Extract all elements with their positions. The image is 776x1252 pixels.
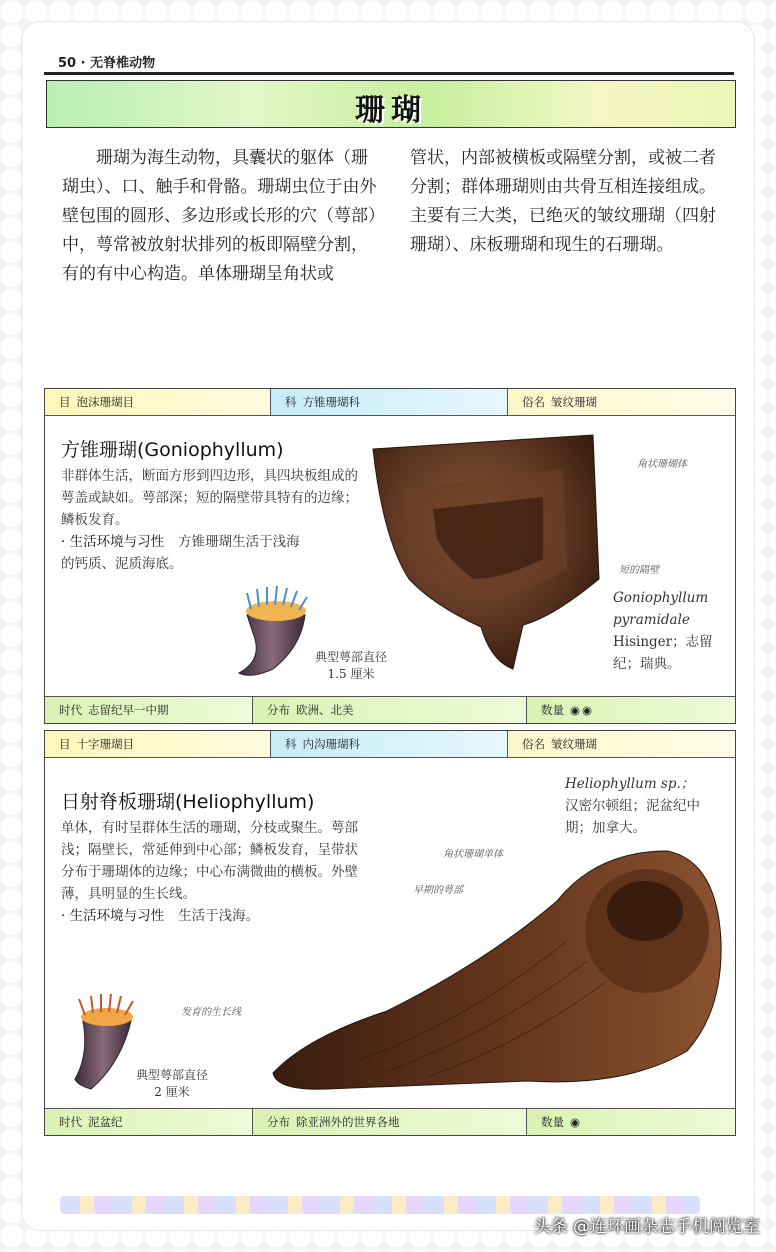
card-footer-strip bbox=[45, 1108, 735, 1135]
family-cell bbox=[271, 731, 508, 757]
order-label: 目 bbox=[59, 737, 71, 751]
period-cell bbox=[45, 697, 253, 723]
specimen-latin: Heliophyllum sp.； bbox=[565, 776, 695, 792]
order-cell bbox=[45, 389, 271, 415]
page-title: 珊瑚 bbox=[355, 93, 427, 128]
intro-text-1: 珊瑚为海生动物，具囊状的躯体（珊瑚虫）、口、触手和骨骼。珊瑚虫位于由外壁包围的圆形、多边形或长形的穴（萼部）中，萼常被放射状排列的板即隔壁分割，有的有中心构造。单体珊瑚呈角状或 bbox=[62, 148, 377, 284]
order-value: 泡沫珊瑚目 bbox=[76, 395, 134, 409]
quantity-label: 数量 bbox=[541, 703, 564, 717]
family-value: 方锥珊瑚科 bbox=[302, 395, 360, 409]
card-taxonomy-strip bbox=[45, 731, 735, 758]
period-label: 时代 bbox=[59, 703, 82, 717]
quantity-cell bbox=[527, 1109, 735, 1135]
habitat-label: · 生活环境与习性 bbox=[61, 534, 165, 550]
distribution-cell bbox=[253, 1109, 527, 1135]
caption-line-2: 1.5 厘米 bbox=[327, 667, 375, 681]
period-value: 志留纪早一中期 bbox=[88, 703, 169, 717]
annotation-short-septa: 短的隔壁 bbox=[619, 565, 659, 576]
distribution-value: 欧洲、北美 bbox=[296, 703, 354, 717]
habitat-text: 生活于浅海。 bbox=[178, 908, 260, 924]
size-caption bbox=[117, 1067, 227, 1101]
species-card-heliophyllum bbox=[44, 730, 736, 1136]
card-taxonomy-strip bbox=[45, 389, 735, 416]
habitat-label: · 生活环境与习性 bbox=[61, 908, 165, 924]
description-text: 单体，有时呈群体生活的珊瑚，分枝或聚生。萼部浅；隔壁长，常延伸到中心部；鳞板发育，呈带状分布于珊瑚体的边缘；中心布满微曲的横板。外壁薄，具明显的生长线。 bbox=[61, 820, 358, 902]
common-value: 皱纹珊瑚 bbox=[551, 737, 597, 751]
caption-line-2: 2 厘米 bbox=[154, 1085, 190, 1099]
credit-watermark: 头条 @连环画杂志手机阅览室 bbox=[533, 1217, 760, 1237]
annotation-horn-coral: 角状珊瑚体 bbox=[637, 459, 687, 470]
habitat-text: 方锥珊瑚生活于浅海的钙质、泥质海底。 bbox=[61, 534, 300, 572]
title-bar bbox=[46, 80, 736, 128]
caption-line-1: 典型萼部直径 bbox=[135, 1068, 208, 1082]
quantity-dots: ◉ bbox=[570, 1115, 583, 1129]
quantity-label: 数量 bbox=[541, 1115, 564, 1129]
common-value: 皱纹珊瑚 bbox=[551, 395, 597, 409]
specimen-info bbox=[613, 587, 733, 675]
heliophyllum-fossil-image bbox=[267, 841, 727, 1091]
species-title: 方锥珊瑚(Goniophyllum) bbox=[61, 439, 284, 461]
goniophyllum-fossil-image bbox=[363, 429, 603, 679]
family-label: 科 bbox=[285, 737, 297, 751]
species-description bbox=[61, 465, 361, 575]
period-label: 时代 bbox=[59, 1115, 82, 1129]
caption-line-1: 典型萼部直径 bbox=[314, 650, 387, 664]
order-label: 目 bbox=[59, 395, 71, 409]
latin-name-1: Goniophyllum bbox=[613, 590, 709, 606]
intro-column-2 bbox=[410, 144, 726, 260]
intro-text-2: 管状，内部被横板或隔壁分割，或被二者分割；群体珊瑚则由共骨互相连接组成。主要有三大类，已绝灭的皱纹珊瑚（四射珊瑚）、床板珊瑚和现生的石珊瑚。 bbox=[410, 148, 716, 255]
common-name-cell bbox=[508, 389, 735, 415]
family-value: 内沟珊瑚科 bbox=[302, 737, 360, 751]
annotation-early-calyx: 早期的萼部 bbox=[413, 885, 463, 896]
specimen-locality: Hisinger；志留纪；瑞典。 bbox=[613, 634, 713, 672]
distribution-value: 除亚洲外的世界各地 bbox=[296, 1115, 400, 1129]
quantity-dots: ◉◉ bbox=[570, 703, 595, 717]
distribution-label: 分布 bbox=[267, 703, 290, 717]
family-label: 科 bbox=[285, 395, 297, 409]
species-title: 日射脊板珊瑚(Heliophyllum) bbox=[61, 791, 315, 813]
family-cell bbox=[271, 389, 508, 415]
distribution-cell bbox=[253, 697, 527, 723]
description-text: 非群体生活，断面方形到四边形，具四块板组成的萼盖或缺如。萼部深；短的隔壁带具特有的边缘；鳞板发育。 bbox=[61, 468, 358, 528]
common-name-cell bbox=[508, 731, 735, 757]
species-card-goniophyllum bbox=[44, 388, 736, 724]
annotation-horn-coral-single: 角状珊瑚单体 bbox=[443, 849, 503, 860]
intro-column-1 bbox=[62, 144, 382, 289]
period-value: 泥盆纪 bbox=[88, 1115, 123, 1129]
page-header bbox=[44, 50, 734, 75]
latin-name-2: pyramidale bbox=[613, 612, 690, 628]
specimen-info bbox=[565, 773, 725, 839]
period-cell bbox=[45, 1109, 253, 1135]
order-cell bbox=[45, 731, 271, 757]
card-footer-strip bbox=[45, 696, 735, 723]
distribution-label: 分布 bbox=[267, 1115, 290, 1129]
common-label: 俗名 bbox=[522, 395, 545, 409]
common-label: 俗名 bbox=[522, 737, 545, 751]
quantity-cell bbox=[527, 697, 735, 723]
annotation-growth-lines: 发育的生长线 bbox=[181, 1007, 241, 1018]
order-value: 十字珊瑚目 bbox=[76, 737, 134, 751]
page-header-text: 50 · 无脊椎动物 bbox=[58, 56, 156, 71]
specimen-locality: 汉密尔顿组；泥盆纪中期；加拿大。 bbox=[565, 798, 700, 836]
